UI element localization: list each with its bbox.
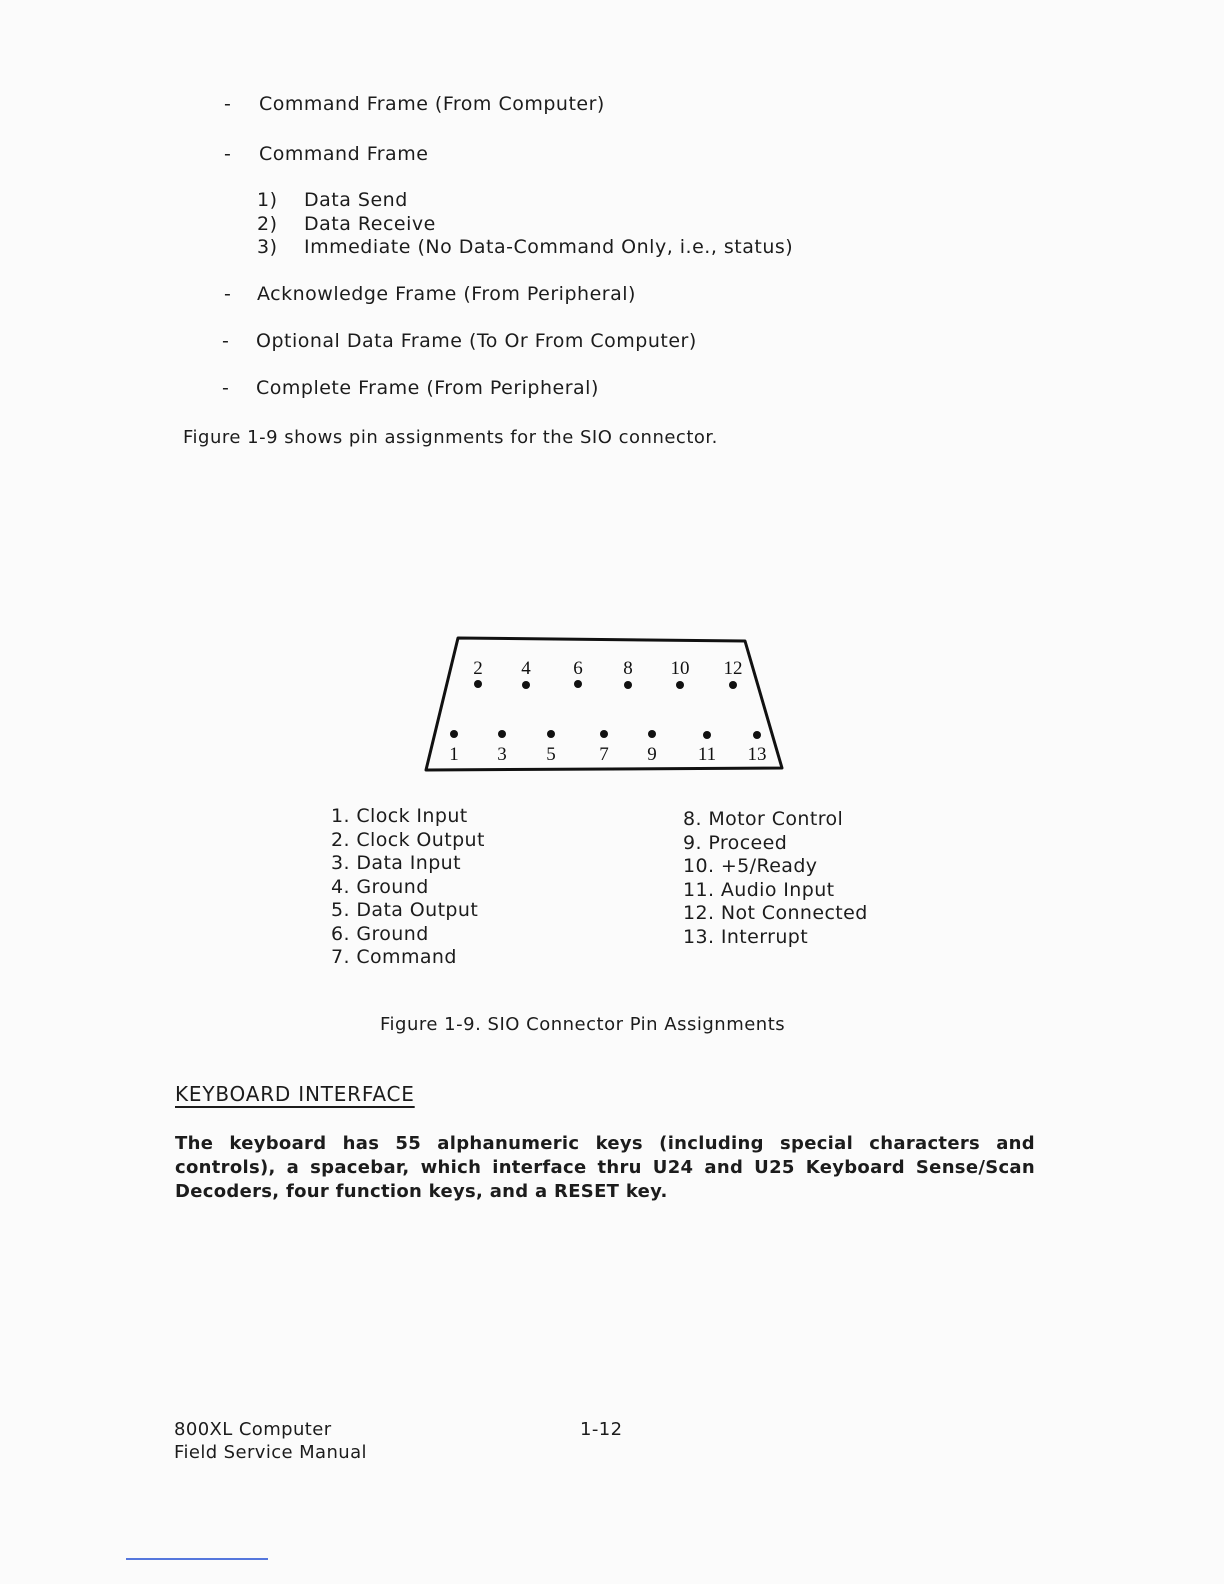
section-paragraph: The keyboard has 55 alphanumeric keys (including special characters and controls), a spacebar, which interface thru U24 and U25 Keyboard Sense/Scan Decoders, four function keys, and a RESET key. — [175, 1133, 1035, 1202]
pin-dot — [676, 681, 684, 689]
pin-assignment: 11. Audio Input — [683, 878, 835, 901]
pin-dot — [600, 730, 608, 738]
pin-list-left — [331, 805, 485, 970]
frame-type-number: 3) — [257, 236, 278, 258]
pin-assignment: 12. Not Connected — [683, 902, 868, 924]
pin-dot — [498, 730, 506, 738]
pin-number-label: 6 — [573, 658, 583, 679]
sio-connector-diagram — [420, 630, 790, 778]
pin-list-right — [683, 808, 868, 949]
pin-dot — [729, 681, 737, 689]
frame-type-number: 2) — [257, 213, 278, 235]
pin-assignment: 6. Ground — [331, 922, 429, 945]
pin-number-label: 2 — [473, 658, 483, 679]
pin-assignment: 2. Clock Output — [331, 828, 485, 851]
pin-assignment: 9. Proceed — [683, 831, 788, 854]
list-bullet: - — [224, 143, 231, 165]
pin-assignment: 8. Motor Control — [683, 808, 844, 830]
list-bullet: - — [224, 93, 231, 115]
pin-number-label: 12 — [723, 658, 743, 679]
frame-item-command-from-computer: Command Frame (From Computer) — [259, 93, 605, 115]
list-bullet: - — [222, 377, 229, 399]
frame-type-immediate: Immediate (No Data-Command Only, i.e., status) — [304, 236, 794, 258]
pin-number-label: 9 — [647, 744, 657, 765]
frame-type-number: 1) — [257, 189, 278, 211]
pin-assignment: 10. +5/Ready — [683, 855, 818, 877]
frame-item-acknowledge: Acknowledge Frame (From Peripheral) — [257, 283, 636, 305]
pin-number-label: 8 — [623, 658, 633, 679]
pin-number-label: 5 — [546, 744, 556, 765]
pin-dot — [624, 681, 632, 689]
figure-reference-text: Figure 1-9 shows pin assignments for the SIO connector. — [183, 427, 718, 448]
pin-assignment: 5. Data Output — [331, 899, 479, 921]
pin-dot — [648, 730, 656, 738]
pin-number-label: 4 — [521, 658, 531, 679]
pin-number-label: 11 — [697, 744, 717, 765]
frame-item-command: Command Frame — [259, 143, 429, 165]
page-edge-line — [126, 1558, 268, 1560]
pin-number-label: 3 — [497, 744, 507, 765]
page-number: 1-12 — [580, 1419, 623, 1440]
frame-type-data-send: Data Send — [304, 189, 408, 211]
list-bullet: - — [224, 283, 231, 305]
pin-dot — [547, 730, 555, 738]
list-bullet: - — [222, 330, 229, 352]
pin-assignment: 13. Interrupt — [683, 925, 809, 948]
footer-manual: Field Service Manual — [174, 1442, 367, 1463]
pin-dot — [450, 730, 458, 738]
frame-item-complete: Complete Frame (From Peripheral) — [256, 377, 599, 399]
pin-dot — [703, 731, 711, 739]
pin-assignment: 1. Clock Input — [331, 805, 468, 827]
pin-dot — [574, 680, 582, 688]
pin-number-label: 7 — [599, 744, 609, 765]
pin-assignment: 4. Ground — [331, 875, 429, 898]
frame-type-data-receive: Data Receive — [304, 213, 436, 235]
pin-assignment: 7. Command — [331, 946, 457, 968]
pin-number-label: 1 — [449, 744, 459, 765]
footer-product: 800XL Computer — [174, 1419, 332, 1440]
figure-caption: Figure 1-9. SIO Connector Pin Assignments — [380, 1014, 786, 1035]
footer-left — [174, 1418, 367, 1464]
pin-number-label: 13 — [747, 744, 767, 765]
pin-dot — [522, 681, 530, 689]
pin-dot — [474, 680, 482, 688]
pin-dot — [753, 731, 761, 739]
pin-assignment: 3. Data Input — [331, 852, 461, 874]
section-heading: KEYBOARD INTERFACE — [175, 1082, 415, 1106]
pin-number-label: 10 — [670, 658, 690, 679]
frame-item-optional-data: Optional Data Frame (To Or From Computer) — [256, 330, 697, 352]
